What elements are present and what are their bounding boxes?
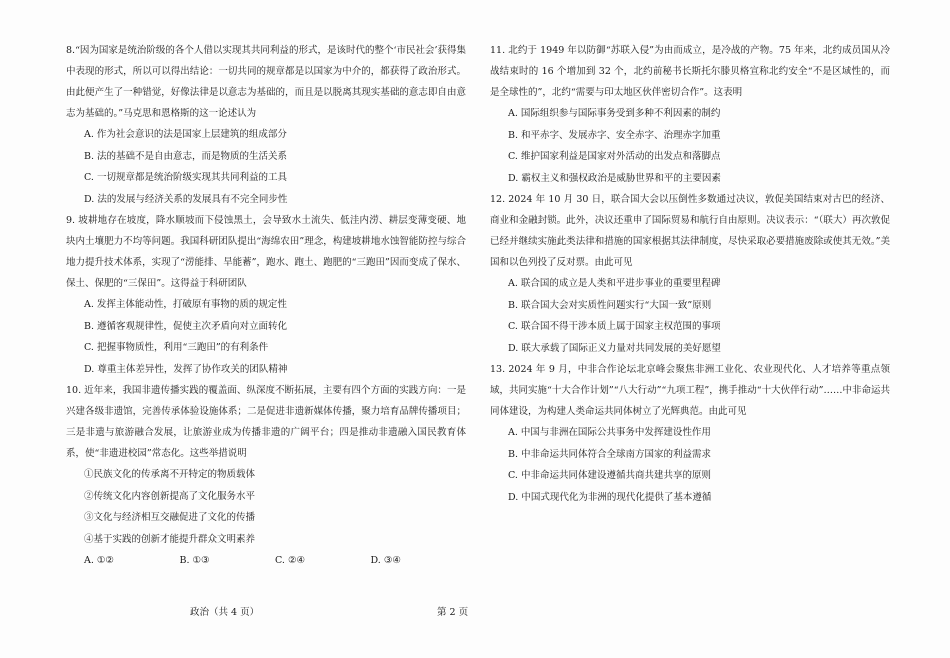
question-9-option-a: A. 发挥主体能动性，打破原有事物的质的规定性 [84,299,287,310]
question-10 [66,380,466,572]
question-11-option-d: D. 霸权主义和强权政治是威胁世界和平的主要因素 [508,172,721,184]
question-10-stem: 10. 近年来，我国非遗传播实践的覆盖面、纵深度不断拓展，主要有四个方面的实践方向：一是兴建各级非遗馆，完善传承体验设施体系；二是促进非遗新媒体传播，聚力培育品牌传播项目；三是非遗与旅游融合发展，让旅游业成为传播非遗的广阔平台；四是推动非遗融入国民教育体系，使“非遗进校园”常态化。这些举措说明 [66,385,466,459]
question-9-option-c: C. 把握事物质性，利用“三跑田”的有利条件 [84,342,269,353]
question-10-item-2: ②传统文化内容创新提高了文化服务水平 [84,490,256,502]
question-13-option-d: D. 中国式现代化为非洲的现代化提供了基本遵循 [508,491,712,503]
question-11-stem: 11. 北约于 1949 年以防御“苏联入侵”为由而成立，是冷战的产物。75 年来，北约成员国从冷战结束时的 16 个增加到 32 个，北约前秘书长斯托尔滕贝格宣称北约安全“不是区域性的，而是全球性的”，北约“需要与印太地区伙伴密切合作”。这表明 [490,45,890,98]
question-13-stem: 13. 2024 年 9 月，中非合作论坛北京峰会聚焦非洲工业化、农业现代化、人才培养等重点领域，共同实施“十大合作计划”“八大行动”“九项工程”，携手推动“十大伙伴行动”……中非命运共同体建设，为构建人类命运共同体树立了光辉典范。由此可见 [490,364,890,417]
right-column [490,40,890,508]
question-12-stem: 12. 2024 年 10 月 30 日，联合国大会以压倒性多数通过决议，敦促美国结束对古巴的经济、商业和金融封锁。此外，决议还重申了国际贸易和航行自由原则。决议表示：“（联大）再次敦促已经并继续实施此类法律和措施的国家根据其法律制度，尽快采取必要措施废除或使其无效。”美国和以色列投了反对票。由此可见 [490,194,890,268]
question-12 [490,189,890,359]
footer-subject: 政治（共 4 页） [190,607,260,618]
question-12-option-b: B. 联合国大会对实质性问题实行“大国一致”原则 [508,299,712,311]
question-8-option-c: C. 一切规章都是统治阶级实现其共同利益的工具 [84,172,287,183]
question-13-option-c: C. 中非命运共同体建设遵循共商共建共享的原则 [508,470,711,481]
question-13-option-b: B. 中非命运共同体符合全球南方国家的利益需求 [508,448,712,460]
question-9-option-b: B. 遵循客观规律性，促使主次矛盾向对立面转化 [84,320,288,332]
question-10-item-1: ①民族文化的传承离不开特定的物质载体 [84,469,256,480]
question-10-choice-c: C. ②④ [275,555,306,566]
question-12-option-d: D. 联大承载了国际正义力量对共同发展的美好愿望 [508,342,721,354]
question-9-option-d: D. 尊重主体差异性，发挥了协作攻关的团队精神 [84,363,288,375]
question-12-option-c: C. 联合国不得干涉本质上属于国家主权范围的事项 [508,321,721,332]
left-column [66,40,466,572]
question-8-stem: 8.“因为国家是统治阶级的各个人借以实现其共同利益的形式，是该时代的整个‘市民社会’获得集中表现的形式，所以可以得出结论：一切共同的规章都是以国家为中介的，都获得了政治形式。由此便产生了一种错觉，好像法律是以意志为基础的，而且是以脱离其现实基础的意志即自由意志为基础的。”马克思和恩格斯的这一论述认为 [66,45,466,119]
question-8 [66,40,466,210]
question-10-choices [66,550,466,572]
question-13 [490,359,890,508]
question-10-choice-a: A. ①② [84,555,114,566]
footer-page-number: 第 2 页 [437,607,469,618]
question-8-option-d: D. 法的发展与经济关系的发展具有不完全同步性 [84,193,288,205]
question-11 [490,40,890,189]
question-10-item-4: ④基于实践的创新才能提升群众文明素养 [84,533,256,545]
question-13-option-a: A. 中国与非洲在国际公共事务中发挥建设性作用 [508,427,711,438]
question-10-choice-b: B. ①③ [179,555,210,566]
question-11-option-c: C. 维护国家利益是国家对外活动的出发点和落脚点 [508,151,721,162]
question-10-item-3: ③文化与经济相互交融促进了文化的传播 [84,512,256,523]
question-8-option-b: B. 法的基础不是自由意志，而是物质的生活关系 [84,150,288,162]
question-9 [66,210,466,380]
question-11-option-a: A. 国际组织参与国际事务受到多种不利因素的制约 [508,108,721,119]
question-8-option-a: A. 作为社会意识的法是国家上层建筑的组成部分 [84,129,287,140]
question-12-option-a: A. 联合国的成立是人类和平进步事业的重要里程碑 [508,278,721,289]
question-10-choice-d: D. ③④ [370,555,401,566]
question-9-stem: 9. 坡耕地存在坡度，降水顺坡而下侵蚀黑土，会导致水土流失、低洼内涝、耕层变薄变硬、地块内土壤肥力不均等问题。我国科研团队提出“海绵农田”理念，构建坡耕地水蚀智能防控与综合地力提升技术体系，实现了“涝能排、旱能蓄”，跑水、跑土、跑肥的“三跑田”因而变成了保水、保土、保肥的“三保田”。这得益于科研团队 [66,215,466,289]
question-11-option-b: B. 和平赤字、发展赤字、安全赤字、治理赤字加重 [508,129,721,141]
